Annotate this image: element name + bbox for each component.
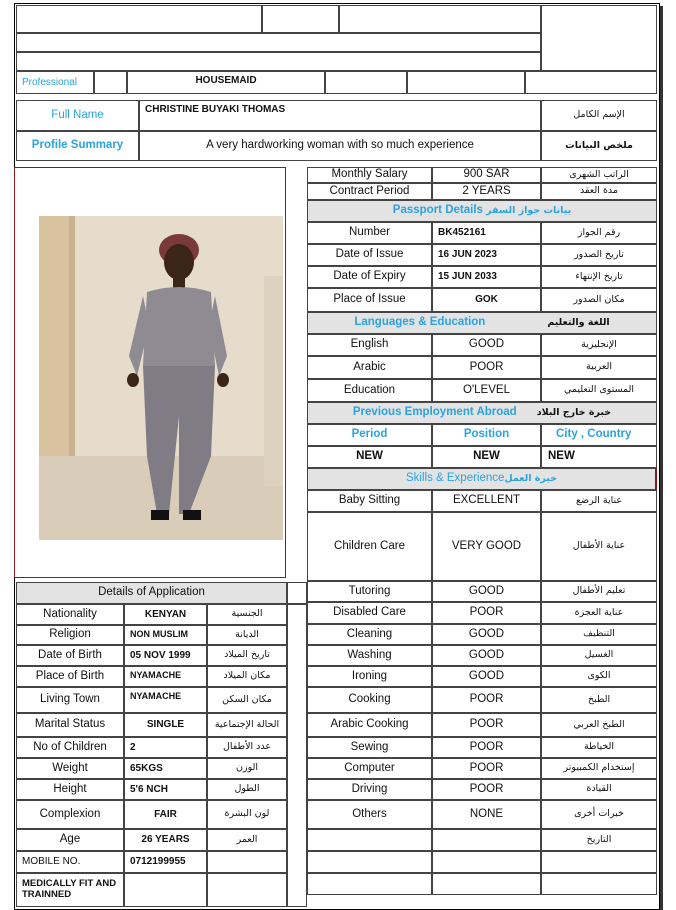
detail-label: Complexion xyxy=(16,800,124,829)
skill-row-label: Cleaning xyxy=(307,624,432,645)
skill-row-arabic: الخياطة xyxy=(541,737,657,758)
skills-header xyxy=(307,468,657,490)
details-gap xyxy=(287,582,307,604)
contract-row-arabic: الراتب الشهرى xyxy=(541,167,657,183)
detail-arabic: الجنسية xyxy=(207,604,287,625)
skill-row-label: Children Care xyxy=(307,512,432,581)
skills-title: Skills & Experience xyxy=(405,472,505,485)
detail-arabic: عدد الأطفال xyxy=(207,737,287,758)
skill-row-arabic: إستخدام الكمبيوتر xyxy=(541,758,657,779)
detail-label: Marital Status xyxy=(16,713,124,737)
detail-arabic xyxy=(207,873,287,907)
skill-row-arabic: التنظيف xyxy=(541,624,657,645)
passport-header xyxy=(307,200,657,222)
skill-row-extra-arabic: التاريخ xyxy=(541,829,657,851)
detail-arabic: مكان الميلاد xyxy=(207,666,287,687)
full-name-arabic: الإسم الكامل xyxy=(541,100,657,131)
skill-row-blank xyxy=(432,851,541,873)
details-title: Details of Application xyxy=(98,586,205,599)
header-blank-5 xyxy=(16,33,541,52)
language-row-label: Education xyxy=(307,379,432,402)
skill-row-value: GOOD xyxy=(432,624,541,645)
skill-row-arabic: عناية الأطفال xyxy=(541,512,657,581)
skill-row-arabic: الكوى xyxy=(541,666,657,687)
skill-row-label: Ironing xyxy=(307,666,432,687)
skill-row-value: POOR xyxy=(432,737,541,758)
employment-col-header: Period xyxy=(307,424,432,446)
employment-header xyxy=(307,402,657,424)
detail-arabic: الطول xyxy=(207,779,287,800)
detail-arabic: تاريخ الميلاد xyxy=(207,645,287,666)
full-name-value: CHRISTINE BUYAKI THOMAS xyxy=(139,100,541,131)
employment-title: Previous Employment Abroad xyxy=(352,406,517,419)
skills-title-arabic: خبرة العمل xyxy=(504,472,558,484)
contract-row-label: Monthly Salary xyxy=(307,167,432,183)
language-row-value: O'LEVEL xyxy=(432,379,541,402)
contract-row-arabic: مدة العقد xyxy=(541,183,657,200)
position-value: HOUSEMAID xyxy=(127,71,325,94)
skill-row-value: POOR xyxy=(432,758,541,779)
contract-row-label: Contract Period xyxy=(307,183,432,200)
detail-label: Religion xyxy=(16,625,124,645)
skill-row-arabic: عناية الرضع xyxy=(541,490,657,512)
skill-row-arabic: القيادة xyxy=(541,779,657,800)
passport-row-value: BK452161 xyxy=(432,222,541,244)
languages-title-arabic: اللغة والتعليم xyxy=(547,316,610,328)
passport-row-label: Date of Expiry xyxy=(307,266,432,288)
detail-value xyxy=(124,873,207,907)
detail-arabic: لون البشرة xyxy=(207,800,287,829)
skill-row-value: NONE xyxy=(432,800,541,829)
skill-row-label: Driving xyxy=(307,779,432,800)
employment-col-header: Position xyxy=(432,424,541,446)
skill-row-blank xyxy=(541,851,657,873)
profile-summary-arabic: ملخص البيانات xyxy=(541,131,657,161)
detail-value: NYAMACHE xyxy=(124,687,207,713)
header-blank-3 xyxy=(339,5,541,33)
full-name-label: Full Name xyxy=(16,100,139,131)
passport-row-value: 15 JUN 2033 xyxy=(432,266,541,288)
detail-label: Date of Birth xyxy=(16,645,124,666)
skill-row-value: GOOD xyxy=(432,581,541,602)
detail-arabic: مكان السكن xyxy=(207,687,287,713)
profile-summary-label: Profile Summary xyxy=(16,131,139,161)
language-row-arabic: المستوى التعليمي xyxy=(541,379,657,402)
skill-row-blank xyxy=(432,873,541,895)
professional-blank-3 xyxy=(407,71,525,94)
detail-value: 65KGS xyxy=(124,758,207,779)
detail-label: MOBILE NO. xyxy=(16,851,124,873)
detail-value: 2 xyxy=(124,737,207,758)
language-row-value: GOOD xyxy=(432,334,541,356)
profile-summary-text: A very hardworking woman with so much experience xyxy=(139,131,541,161)
skill-row-value: POOR xyxy=(432,687,541,713)
skill-row-blank xyxy=(307,851,432,873)
skill-row-value: POOR xyxy=(432,713,541,737)
skill-row-value: POOR xyxy=(432,779,541,800)
detail-arabic: الديانة xyxy=(207,625,287,645)
skill-row-arabic: خبرات أخرى xyxy=(541,800,657,829)
passport-row-label: Number xyxy=(307,222,432,244)
detail-label: Height xyxy=(16,779,124,800)
employment-col-value: NEW xyxy=(432,446,541,468)
passport-row-value: GOK xyxy=(432,288,541,312)
detail-label: Nationality xyxy=(16,604,124,625)
detail-value: 26 YEARS xyxy=(124,829,207,851)
skill-row-value: GOOD xyxy=(432,666,541,687)
details-header xyxy=(16,582,287,604)
languages-header xyxy=(307,312,657,334)
passport-title: Passport Details xyxy=(392,204,483,217)
skill-row-label: Cooking xyxy=(307,687,432,713)
detail-label: Place of Birth xyxy=(16,666,124,687)
employment-col-value: NEW xyxy=(307,446,432,468)
language-row-label: Arabic xyxy=(307,356,432,379)
detail-arabic xyxy=(207,851,287,873)
language-row-arabic: العربية xyxy=(541,356,657,379)
skill-row-value: POOR xyxy=(432,602,541,624)
professional-blank xyxy=(94,71,127,94)
professional-label: Professional xyxy=(16,71,94,94)
detail-arabic: الوزن xyxy=(207,758,287,779)
professional-blank-2 xyxy=(325,71,407,94)
skill-row-blank xyxy=(541,873,657,895)
detail-value: FAIR xyxy=(124,800,207,829)
detail-arabic: الحالة الإجتماعية xyxy=(207,713,287,737)
passport-row-value: 16 JUN 2023 xyxy=(432,244,541,266)
detail-label: Weight xyxy=(16,758,124,779)
detail-arabic: العمر xyxy=(207,829,287,851)
passport-row-arabic: رقم الجواز xyxy=(541,222,657,244)
skill-row-label: Sewing xyxy=(307,737,432,758)
detail-label: Age xyxy=(16,829,124,851)
employment-col-value: NEW xyxy=(541,446,657,468)
skill-row-value: EXCELLENT xyxy=(432,490,541,512)
skill-row-label: Arabic Cooking xyxy=(307,713,432,737)
skill-row-blank xyxy=(307,829,432,851)
passport-title-arabic: بيانات جواز السفر xyxy=(486,204,572,216)
detail-value: SINGLE xyxy=(124,713,207,737)
detail-value: 5'6 NCH xyxy=(124,779,207,800)
detail-value: NON MUSLIM xyxy=(124,625,207,645)
language-row-label: English xyxy=(307,334,432,356)
detail-value: 05 NOV 1999 xyxy=(124,645,207,666)
header-blank-2 xyxy=(262,5,339,33)
header-blank-4 xyxy=(541,5,657,71)
language-row-arabic: الإنجليزية xyxy=(541,334,657,356)
detail-label: No of Children xyxy=(16,737,124,758)
skill-row-label: Baby Sitting xyxy=(307,490,432,512)
languages-title: Languages & Education xyxy=(354,316,486,329)
passport-row-arabic: مكان الصدور xyxy=(541,288,657,312)
employment-col-header: City , Country xyxy=(541,424,657,446)
skill-row-arabic: الغسيل xyxy=(541,645,657,666)
passport-row-label: Date of Issue xyxy=(307,244,432,266)
detail-label: MEDICALLY FIT AND TRAINNED xyxy=(16,873,124,907)
skill-row-label: Computer xyxy=(307,758,432,779)
header-blank-1 xyxy=(16,5,262,33)
detail-value: KENYAN xyxy=(124,604,207,625)
passport-row-label: Place of Issue xyxy=(307,288,432,312)
column-gap xyxy=(287,604,307,907)
skill-row-label: Tutoring xyxy=(307,581,432,602)
candidate-photo xyxy=(39,216,283,540)
contract-row-value: 900 SAR xyxy=(432,167,541,183)
skill-row-arabic: الطبخ xyxy=(541,687,657,713)
skill-row-label: Disabled Care xyxy=(307,602,432,624)
professional-blank-4 xyxy=(525,71,657,94)
header-blank-6 xyxy=(16,52,541,71)
language-row-value: POOR xyxy=(432,356,541,379)
employment-title-arabic: خبرة خارج البلاد xyxy=(536,406,612,418)
skill-row-label: Others xyxy=(307,800,432,829)
skill-row-label: Washing xyxy=(307,645,432,666)
skill-row-blank xyxy=(432,829,541,851)
detail-label: Living Town xyxy=(16,687,124,713)
candidate-photo-frame xyxy=(14,167,286,578)
skill-row-arabic: الطبخ العربي xyxy=(541,713,657,737)
skill-row-blank xyxy=(307,873,432,895)
contract-row-value: 2 YEARS xyxy=(432,183,541,200)
skill-row-arabic: تعليم الأطفال xyxy=(541,581,657,602)
skill-row-value: GOOD xyxy=(432,645,541,666)
passport-row-arabic: تاريخ الإنتهاء xyxy=(541,266,657,288)
passport-row-arabic: تاريخ الصدور xyxy=(541,244,657,266)
skill-row-arabic: عناية العجزة xyxy=(541,602,657,624)
skill-row-value: VERY GOOD xyxy=(432,512,541,581)
detail-value: NYAMACHE xyxy=(124,666,207,687)
detail-value: 0712199955 xyxy=(124,851,207,873)
